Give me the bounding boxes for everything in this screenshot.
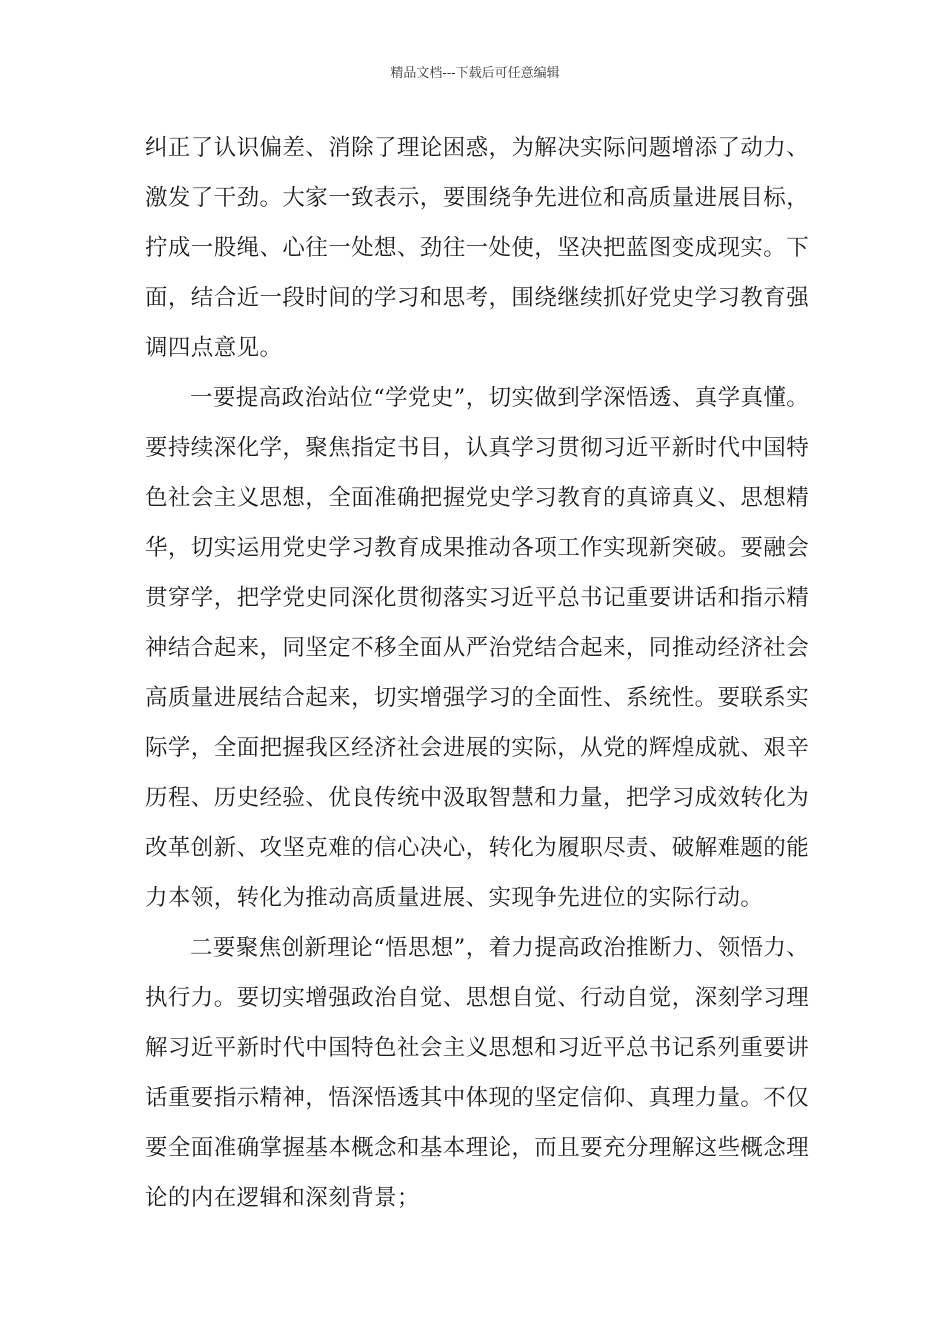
- text-line: 执行力。要切实增强政治自觉、思想自觉、行动自觉，深刻学习理: [145, 985, 810, 1011]
- text-line: 拧成一股绳、心往一处想、劲往一处使，坚决把蓝图变成现实。下: [145, 235, 810, 261]
- text-line: 纠正了认识偏差、消除了理论困惑，为解决实际问题增添了动力、: [145, 135, 810, 161]
- text-line: 要全面准确掌握基本概念和基本理论，而且要充分理解这些概念理: [145, 1135, 810, 1161]
- text-line: 话重要指示精神，悟深悟透其中体现的坚定信仰、真理力量。不仅: [145, 1085, 810, 1111]
- text-line: 高质量进展结合起来，切实增强学习的全面性、系统性。要联系实: [145, 685, 810, 711]
- text-line: 色社会主义思想，全面准确把握党史学习教育的真谛真义、思想精: [145, 485, 810, 511]
- page-header: 精品文档---下载后可任意编辑: [390, 66, 560, 81]
- text-line: 改革创新、攻坚克难的信心决心，转化为履职尽责、破解难题的能: [145, 835, 810, 861]
- text-line: 激发了干劲。大家一致表示，要围绕争先进位和高质量进展目标，: [145, 185, 810, 211]
- text-line: 贯穿学，把学党史同深化贯彻落实习近平总书记重要讲话和指示精: [145, 585, 810, 611]
- text-line: 解习近平新时代中国特色社会主义思想和习近平总书记系列重要讲: [145, 1035, 810, 1061]
- text-line: 论的内在逻辑和深刻背景；: [145, 1185, 420, 1211]
- text-line: 面，结合近一段时间的学习和思考，围绕继续抓好党史学习教育强: [145, 285, 810, 311]
- text-line: 力本领，转化为推动高质量进展、实现争先进位的实际行动。: [145, 885, 764, 911]
- text-line: 神结合起来，同坚定不移全面从严治党结合起来，同推动经济社会: [145, 635, 810, 661]
- text-line: 历程、历史经验、优良传统中汲取智慧和力量，把学习成效转化为: [145, 785, 810, 811]
- document-body: [145, 123, 825, 1223]
- text-line: 华，切实运用党史学习教育成果推动各项工作实现新突破。要融会: [145, 535, 810, 561]
- paragraph-start-line: 一要提高政治站位“学党史”，切实做到学深悟透、真学真懂。: [190, 385, 810, 411]
- paragraph-start-line: 二要聚焦创新理论“悟思想”，着力提高政治推断力、领悟力、: [190, 935, 810, 961]
- text-line: 际学，全面把握我区经济社会进展的实际，从党的辉煌成就、艰辛: [145, 735, 810, 761]
- text-line: 调四点意见。: [145, 335, 283, 361]
- text-line: 要持续深化学，聚焦指定书目，认真学习贯彻习近平新时代中国特: [145, 435, 810, 461]
